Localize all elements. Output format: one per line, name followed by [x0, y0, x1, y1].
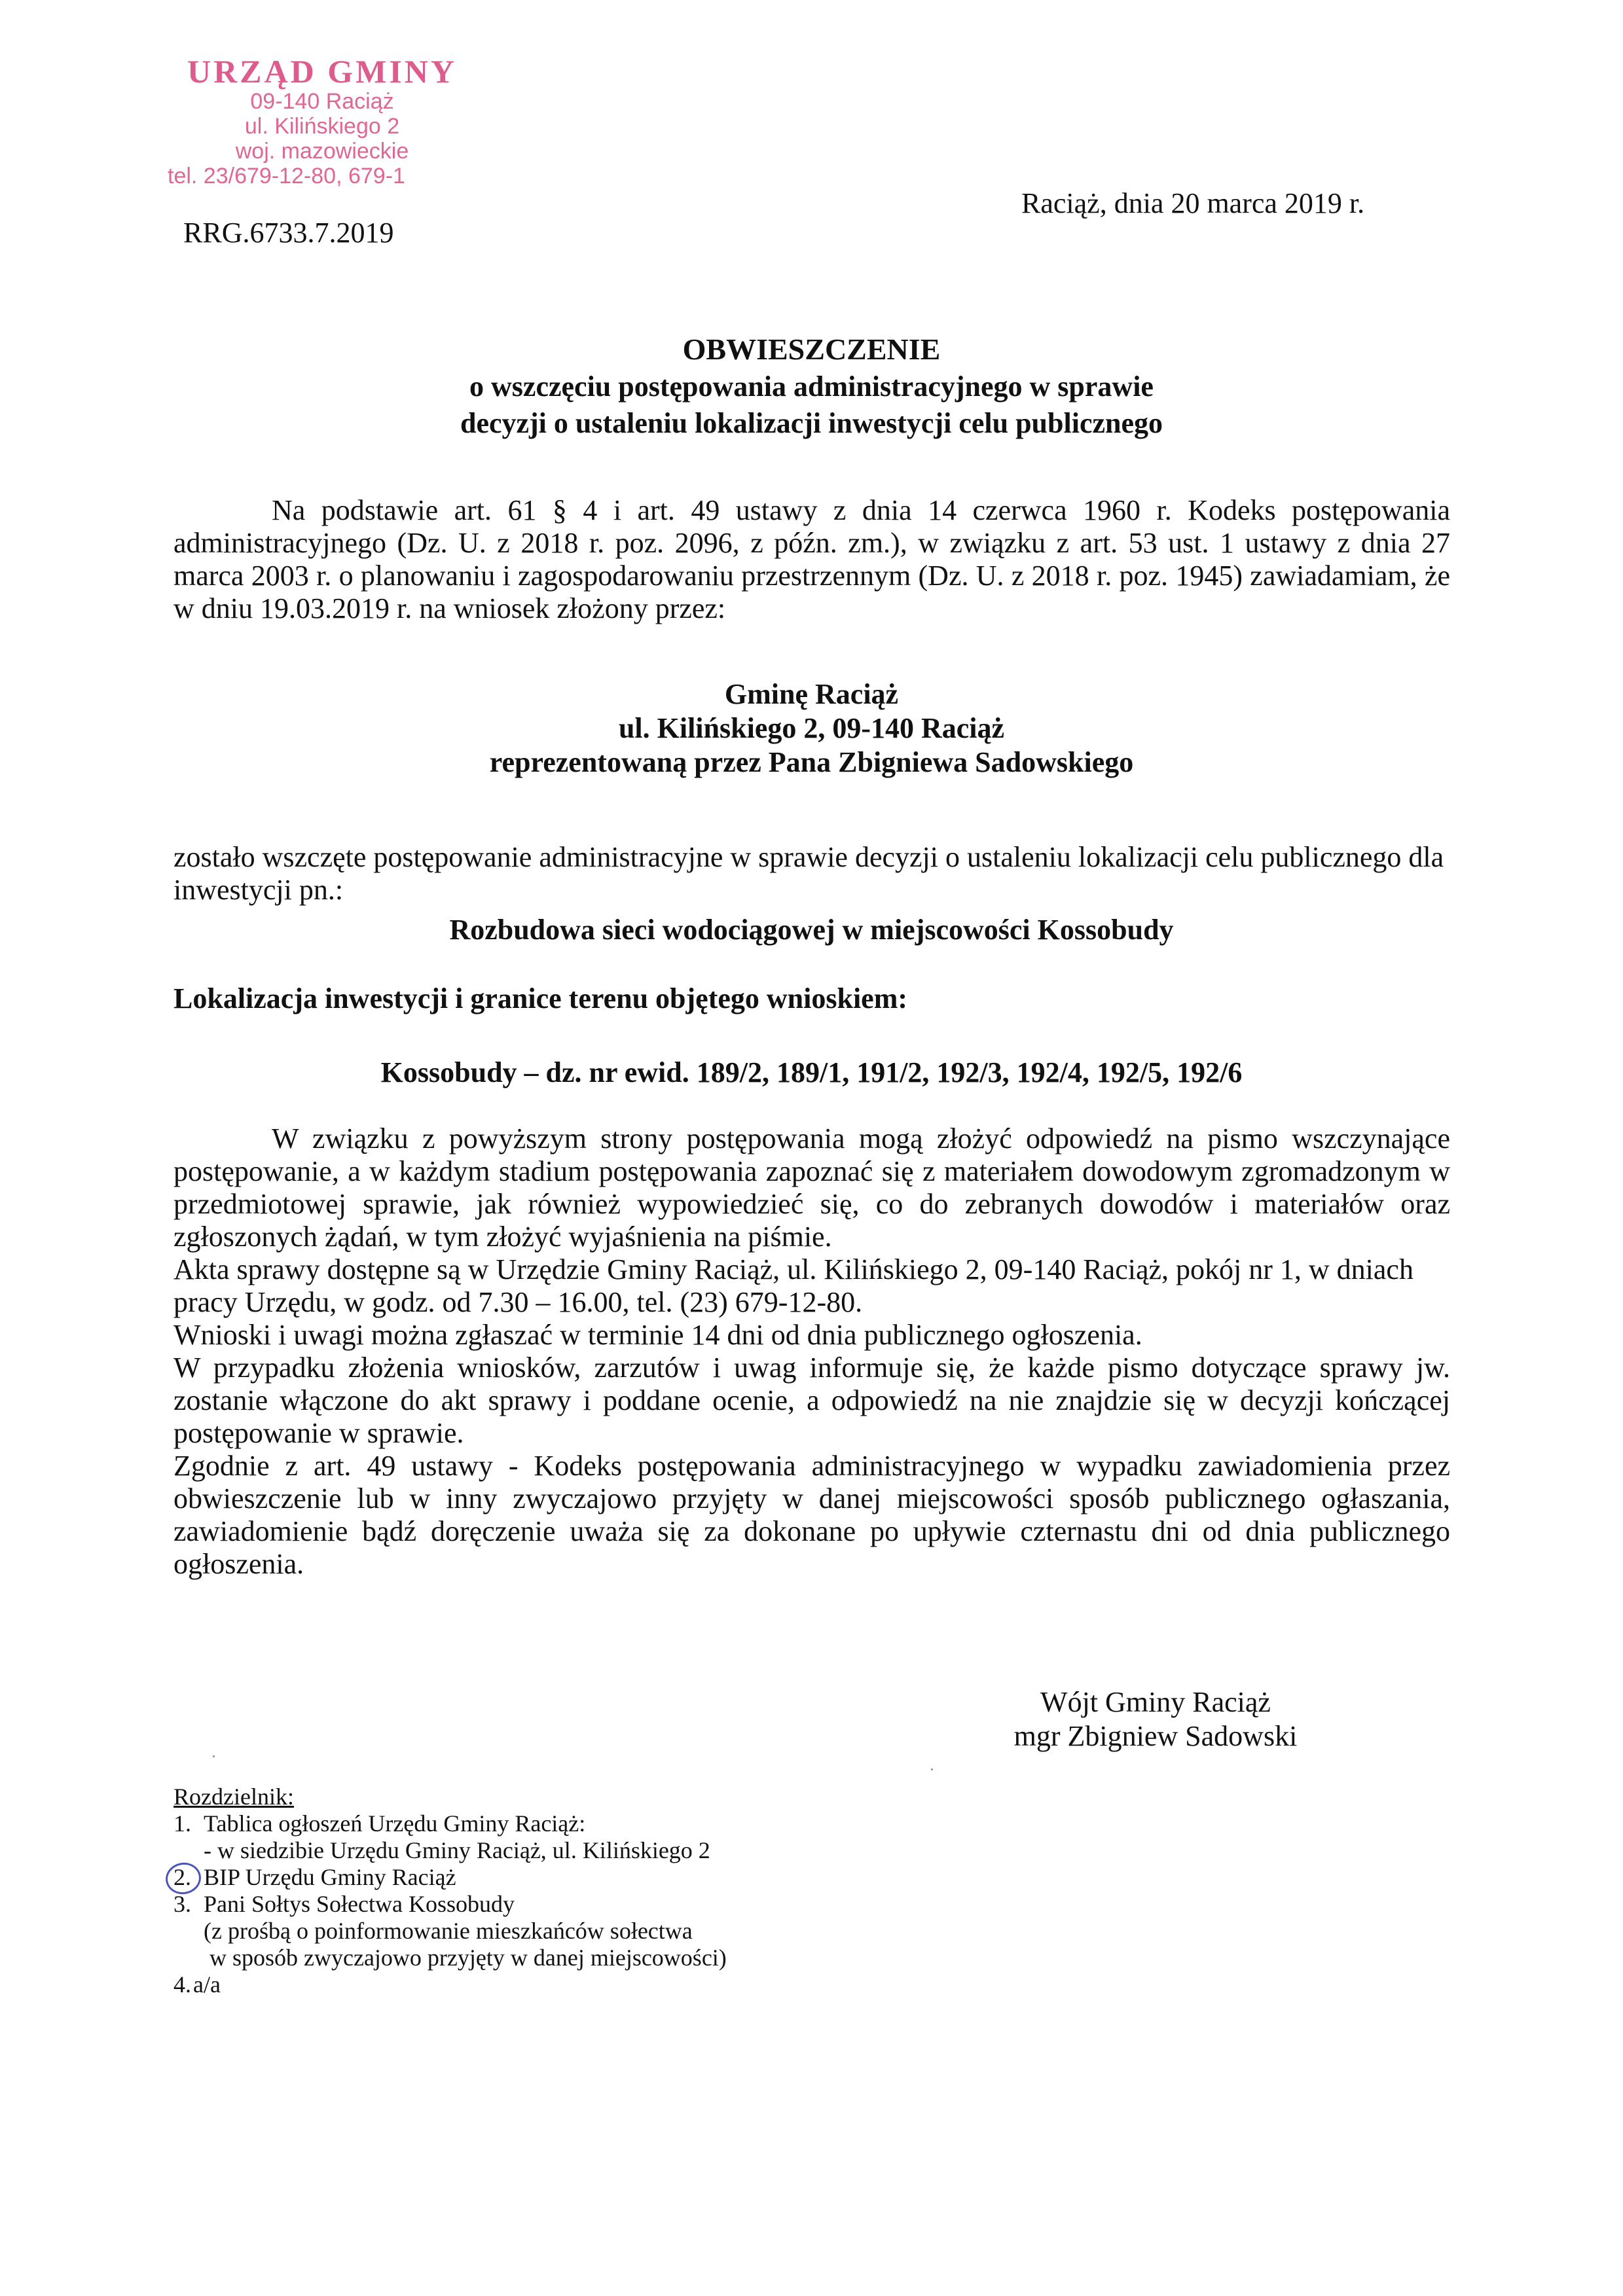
document-title	[0, 331, 1623, 442]
applicant-name: Gminę Raciąż	[724, 678, 899, 710]
distribution-subitem: - w siedzibie Urzędu Gminy Raciąż, ul. Kilińskiego 2	[204, 1837, 710, 1863]
title-subtitle-1: o wszczęciu postępowania administracyjnego w sprawie	[469, 370, 1154, 403]
files-paragraph: Akta sprawy dostępne są w Urzędzie Gminy Raciąż, ul. Kilińskiego 2, 09-140 Raciąż, pokój nr 1, w dniach pracy Urzędu, w godz. od 7.30 – 16.00, tel. (23) 679-12-80.	[173, 1253, 1413, 1318]
office-stamp	[168, 53, 473, 188]
stamp-voivodeship: woj. mazowieckie	[235, 139, 409, 164]
distribution-item: 2. BIP Urzędu Gminy Raciąż	[173, 1864, 727, 1891]
distribution-item: 3. Pani Sołtys Sołectwa Kossobudy	[173, 1891, 515, 1917]
title-subtitle-2: decyzji o ustaleniu lokalizacji inwestycji celu publicznego	[460, 407, 1163, 439]
investment-name: Rozbudowa sieci wodociągowej w miejscowości Kossobudy	[449, 914, 1174, 946]
stamp-phone: tel. 23/679-12-80, 679-1	[168, 164, 405, 188]
location-heading: Lokalizacja inwestycji i granice terenu objętego wnioskiem:	[173, 982, 908, 1014]
signature-name: mgr Zbigniew Sadowski	[1013, 1720, 1298, 1752]
distribution-item: 1. Tablica ogłoszeń Urzędu Gminy Raciąż:	[173, 1810, 586, 1837]
applicant-representative: reprezentowaną przez Pana Zbigniewa Sadowskiego	[489, 746, 1134, 778]
signature-title: Wójt Gminy Raciąż	[1040, 1686, 1271, 1718]
distribution-list	[173, 1784, 727, 1998]
stamp-postal: 09-140 Raciąż	[250, 89, 394, 114]
distribution-heading: Rozdzielnik:	[173, 1784, 294, 1810]
distribution-subitem: (z prośbą o poinformowanie mieszkańców sołectwa	[204, 1918, 693, 1944]
parties-text: W związku z powyższym strony postępowania mogą złożyć odpowiedź na pismo wszczynające postępowanie, a w każdym stadium postępowania zapoznać się z materiałem dowodowym zgromadzonym w przedmiotowej sprawie, jak również wypowiedzieć się, co do zebranych dowodów i materiałów oraz zgłoszonych żądań, w tym złożyć wyjaśnienia na piśmie.	[173, 1122, 1450, 1253]
intro-paragraph	[173, 494, 1450, 625]
distribution-subitem: w sposób zwyczajowo przyjęty w danej miejscowości)	[204, 1945, 727, 1971]
scan-speck	[931, 1768, 933, 1770]
place-date: Raciąż, dnia 20 marca 2019 r.	[1021, 187, 1365, 219]
notice-paragraph: Zgodnie z art. 49 ustawy - Kodeks postępowania administracyjnego w wypadku zawiadomienia przez obwieszczenie lub w inny zwyczajowo przyjęty w danej miejscowości sposób publicznego ogłaszania, zawiadomienie bądź doręczenie uważa się za dokonane po upływie czternastu dni od dnia publicznego ogłoszenia.	[173, 1450, 1450, 1580]
applicant-address: ul. Kilińskiego 2, 09-140 Raciąż	[618, 712, 1005, 744]
distribution-item: 4.a/a	[173, 1971, 221, 1998]
parties-paragraph	[173, 1122, 1450, 1253]
title-main: OBWIESZCZENIE	[682, 332, 941, 366]
scan-speck	[213, 1755, 215, 1757]
objections-paragraph: W przypadku złożenia wniosków, zarzutów i uwag informuje się, że każde pismo dotyczące sprawy jw. zostanie włączone do akt sprawy i poddane ocenie, a odpowiedź na nie znajdzie się w decyzji kończącej postępowanie w sprawie.	[173, 1352, 1450, 1449]
stamp-office-name: URZĄD GMINY	[187, 53, 458, 90]
signature-block	[972, 1685, 1339, 1753]
intro-text: Na podstawie art. 61 § 4 i art. 49 ustawy z dnia 14 czerwca 1960 r. Kodeks postępowania administracyjnego (Dz. U. z 2018 r. poz. 2096, z późn. zm.), w związku z art. 53 ust. 1 ustawy z dnia 27 marca 2003 r. o planowaniu i zagospodarowaniu przestrzennym (Dz. U. z 2018 r. poz. 1945) zawiadamiam, że w dniu 19.03.2019 r. na wniosek złożony przez:	[173, 494, 1450, 624]
reference-number: RRG.6733.7.2019	[183, 217, 394, 249]
stamp-street: ul. Kilińskiego 2	[244, 114, 400, 139]
proceeding-paragraph: zostało wszczęte postępowanie administracyjne w sprawie decyzji o ustaleniu lokalizacji celu publicznego dla inwestycji pn.:	[173, 841, 1444, 906]
location-parcels: Kossobudy – dz. nr ewid. 189/2, 189/1, 191/2, 192/3, 192/4, 192/5, 192/6	[380, 1056, 1243, 1088]
deadline-paragraph: Wnioski i uwagi można zgłaszać w terminie 14 dni od dnia publicznego ogłoszenia.	[173, 1319, 1142, 1351]
applicant-block	[0, 677, 1623, 780]
